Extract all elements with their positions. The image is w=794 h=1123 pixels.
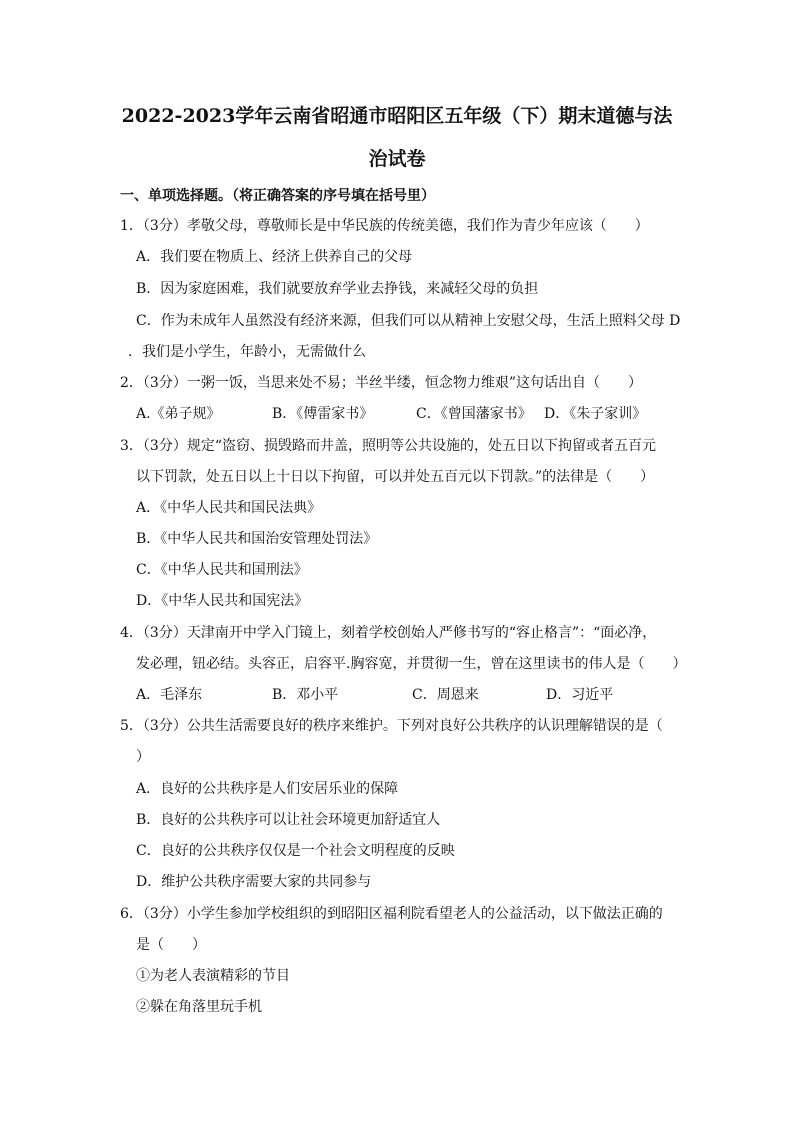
question-4-stem-line1: 4．（3分）天津南开中学入门镜上，刻着学校创始人严修书写的“容止格言”：“面必净， bbox=[120, 625, 657, 641]
question-4-option-a: A．毛泽东 bbox=[136, 687, 203, 703]
question-1-option-a: A．我们要在物质上、经济上供养自己的父母 bbox=[136, 249, 413, 265]
question-1-option-c: C．作为未成年人虽然没有经济来源，但我们可以从精神上安慰父母，生活上照料父母 D bbox=[136, 313, 681, 329]
question-3-option-b: B．《中华人民共和国治安管理处罚法》 bbox=[136, 531, 378, 547]
question-1-option-d: ．我们是小学生，年龄小，无需做什么 bbox=[128, 344, 366, 360]
question-4-option-d: D．习近平 bbox=[546, 687, 614, 703]
question-4-option-b: B．邓小平 bbox=[272, 687, 339, 703]
question-2-option-a: A.《弟子规》 bbox=[136, 406, 221, 422]
question-5-stem-line2: ） bbox=[136, 749, 150, 765]
question-4-stem-line2: 发必理，钮必结。头容正，启容平.胸容宽，并贯彻一生，曾在这里读书的伟人是（ ） bbox=[136, 656, 687, 672]
question-3-option-c: C．《中华人民共和国刑法》 bbox=[136, 562, 308, 578]
question-6-item-2: ②躲在角落里玩手机 bbox=[136, 999, 262, 1015]
exam-title-line2: 治试卷 bbox=[368, 148, 426, 170]
question-5-stem-line1: 5．（3分）公共生活需要良好的秩序来维护。下列对良好公共秩序的认识理解错误的是（ bbox=[120, 718, 663, 734]
question-1-stem: 1．（3分）孝敬父母，尊敬师长是中华民族的传统美德，我们作为青少年应该（ ） bbox=[120, 218, 649, 234]
question-5-option-d: D．维护公共秩序需要大家的共同参与 bbox=[136, 874, 372, 890]
question-4-option-c: C．周恩来 bbox=[412, 687, 479, 703]
question-1-option-b: B．因为家庭困难，我们就要放弃学业去挣钱，来减轻父母的负担 bbox=[136, 281, 539, 297]
exam-title-line1: 2022-2023学年云南省昭通市昭阳区五年级（下）期末道德与法 bbox=[121, 105, 673, 127]
question-2-option-d: D．《朱子家训》 bbox=[544, 406, 647, 422]
question-6-item-1: ①为老人表演精彩的节目 bbox=[136, 968, 290, 984]
question-3-stem-line1: 3．（3分）规定“盗窃、损毁路而井盖，照明等公共设施的，处五日以下拘留或者五百元 bbox=[120, 438, 656, 454]
question-3-option-d: D．《中华人民共和国宪法》 bbox=[136, 593, 309, 609]
question-5-option-b: B．良好的公共秩序可以让社会环境更加舒适宜人 bbox=[136, 812, 441, 828]
question-6-stem-line1: 6．（3分）小学生参加学校组织的到昭阳区福利院看望老人的公益活动，以下做法正确的 bbox=[120, 906, 663, 922]
question-5-option-a: A．良好的公共秩序是人们安居乐业的保障 bbox=[136, 781, 399, 797]
question-5-option-c: C．良好的公共秩序仅仅是一个社会文明程度的反映 bbox=[136, 843, 455, 859]
question-2-option-b: B．《傅雷家书》 bbox=[272, 406, 374, 422]
question-2-stem: 2．（3分）一粥一饭，当思来处不易；半丝半缕，恒念物力维艰”这句话出自（ ） bbox=[120, 375, 642, 391]
question-3-option-a: A．《中华人民共和国民法典》 bbox=[136, 500, 322, 516]
question-3-stem-line2: 以下罚款，处五日以上十日以下拘留，可以并处五百元以下罚款。”的法律是（ ） bbox=[136, 469, 655, 485]
question-2-option-c: C．《曾国藩家书》 bbox=[416, 406, 532, 422]
section-heading: 一、单项选择题。（将正确答案的序号填在括号里） bbox=[120, 188, 435, 204]
question-6-stem-line2: 是（ ） bbox=[136, 937, 206, 953]
